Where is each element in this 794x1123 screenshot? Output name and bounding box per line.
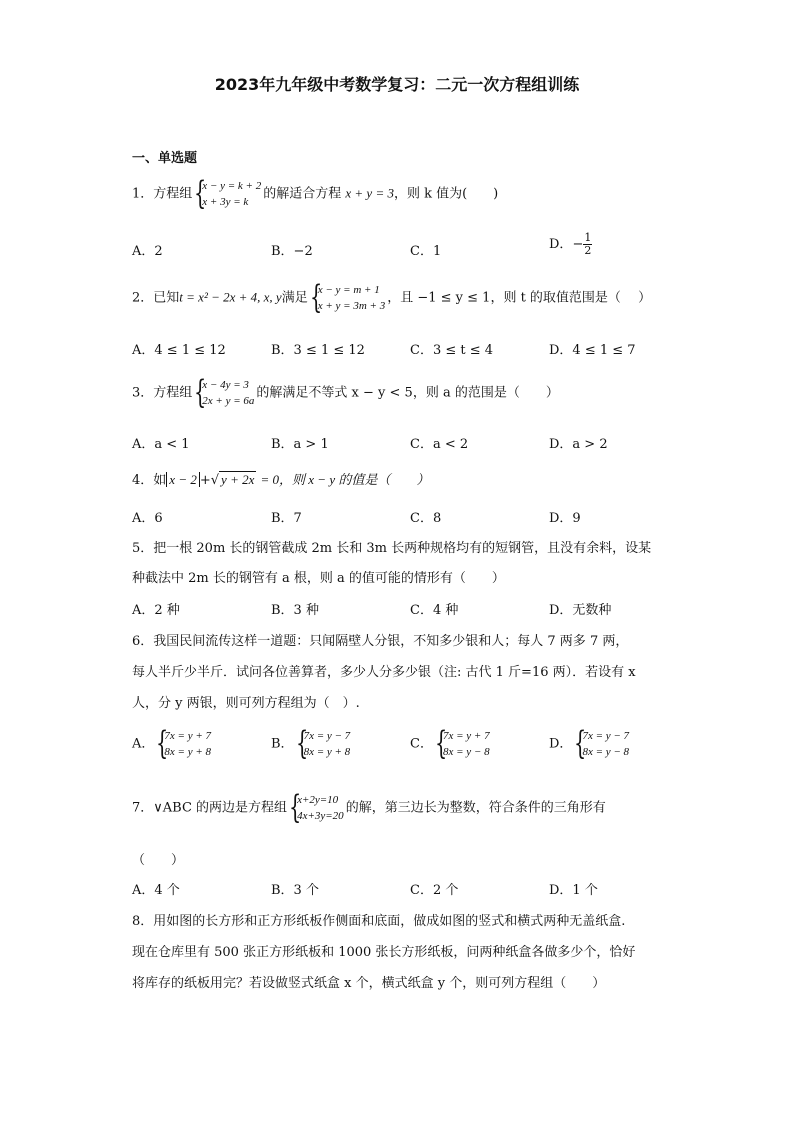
question-number: 2． xyxy=(132,290,154,306)
option-d: D．9 xyxy=(549,511,581,526)
option-c: C．a < 2 xyxy=(410,437,469,452)
option-a: A．4 ≤ 1 ≤ 12 xyxy=(132,343,226,358)
option-c: C．4 种 xyxy=(410,603,459,618)
option-b: B．3 种 xyxy=(271,603,319,618)
question-4: 4．如 x − 2 +√ y + 2x = 0，则 x − y 的值是（ ） xyxy=(132,472,430,488)
option-c: C．3 ≤ t ≤ 4 xyxy=(410,343,494,358)
question-5-line-2: 种截法中 2m 长的钢管有 a 根，则 a 的值可能的情形有（ ） xyxy=(132,571,505,586)
question-8-line-2: 现在仓库里有 500 张正方形纸板和 1000 张长方形纸板，问两种纸盒各做多少个，恰好 xyxy=(132,945,636,960)
question-8-line-3: 将库存的纸板用完？若设做竖式纸盒 x 个，横式纸盒 y 个，则可列方程组（ ） xyxy=(132,976,606,991)
option-a: A．6 xyxy=(132,511,163,526)
question-number: 7． xyxy=(132,800,154,816)
question-6-line-1: 6．我国民间流传这样一道题：只闻隔壁人分银，不知多少银和人；每人 7 两多 7 两， xyxy=(132,634,629,649)
equation-system: { x − 4y = 3 2x + y = 6a xyxy=(194,373,255,411)
question-2: 2．已知t = x² − 2x + 4, x, y满足 { x − y = m + 1 x + y = 3m + 3 ，且 −1 ≤ y ≤ 1，则 t 的取值范围是（ ） xyxy=(132,278,652,316)
option-b: B．3 个 xyxy=(271,883,319,898)
page-title: 2023年九年级中考数学复习：二元一次方程组训练 xyxy=(214,75,580,94)
option-d: D．a > 2 xyxy=(549,437,608,452)
question-7: 7．∨ABC 的两边是方程组 { x+2y=10 4x+3y=20 的解，第三边长为整数，符合条件的三角形有 xyxy=(132,788,606,826)
question-1: 1．方程组 { x − y = k + 2 x + 3y = k 的解适合方程 x + y = 3，则 k 值为( ) xyxy=(132,174,499,212)
question-number: 4． xyxy=(132,473,154,488)
option-d: D．无数种 xyxy=(549,603,612,618)
equation-system: { x − y = k + 2 x + 3y = k xyxy=(194,174,262,212)
option-c: C．2 个 xyxy=(410,883,459,898)
option-a: A．2 种 xyxy=(132,603,180,618)
option-a: A．2 xyxy=(132,244,163,259)
option-b: B． { 7x = y − 7 8x = y + 8 xyxy=(271,724,351,762)
question-7-paren: （ ） xyxy=(132,853,185,868)
option-b: B．3 ≤ 1 ≤ 12 xyxy=(271,343,365,358)
option-b: B．a > 1 xyxy=(271,437,329,452)
question-8-line-1: 8．用如图的长方形和正方形纸板作侧面和底面，做成如图的竖式和横式两种无盖纸盒. xyxy=(132,914,626,929)
question-text: 方程组 xyxy=(153,186,193,202)
section-heading: 一、单选题 xyxy=(132,151,198,166)
option-b: B．7 xyxy=(271,511,302,526)
question-6-line-3: 人，分 y 两银，则可列方程组为（ ）. xyxy=(132,696,360,711)
option-c: C．1 xyxy=(410,244,442,259)
option-d: D．1 个 xyxy=(549,883,598,898)
question-6-line-2: 每人半斤少半斤．试问各位善算者，多少人分多少银（注: 古代 1 斤=16 两）．若设有 x xyxy=(132,665,636,680)
option-c: C．8 xyxy=(410,511,442,526)
question-3: 3．方程组 { x − 4y = 3 2x + y = 6a 的解满足不等式 x − y < 5，则 a 的范围是（ ） xyxy=(132,373,559,411)
option-d: D．− $\frac{1}{2}$ xyxy=(549,231,592,257)
question-number: 3． xyxy=(132,385,154,401)
option-a: A．a < 1 xyxy=(132,437,190,452)
question-number: 1． xyxy=(132,186,154,202)
question-5-line-1: 5．把一根 20m 长的钢管截成 2m 长和 3m 长两种规格均有的短钢管，且没有余料，设某 xyxy=(132,541,652,556)
option-b: B．−2 xyxy=(271,244,313,259)
equation-system: { x+2y=10 4x+3y=20 xyxy=(289,788,344,826)
option-d: D． { 7x = y − 7 8x = y − 8 xyxy=(549,724,630,762)
option-d: D．4 ≤ 1 ≤ 7 xyxy=(549,343,636,358)
equation-system: { x − y = m + 1 x + y = 3m + 3 xyxy=(309,278,386,316)
option-a: A．4 个 xyxy=(132,883,180,898)
option-c: C． { 7x = y + 7 8x = y − 8 xyxy=(410,724,490,762)
option-a: A． { 7x = y + 7 8x = y + 8 xyxy=(132,724,212,762)
